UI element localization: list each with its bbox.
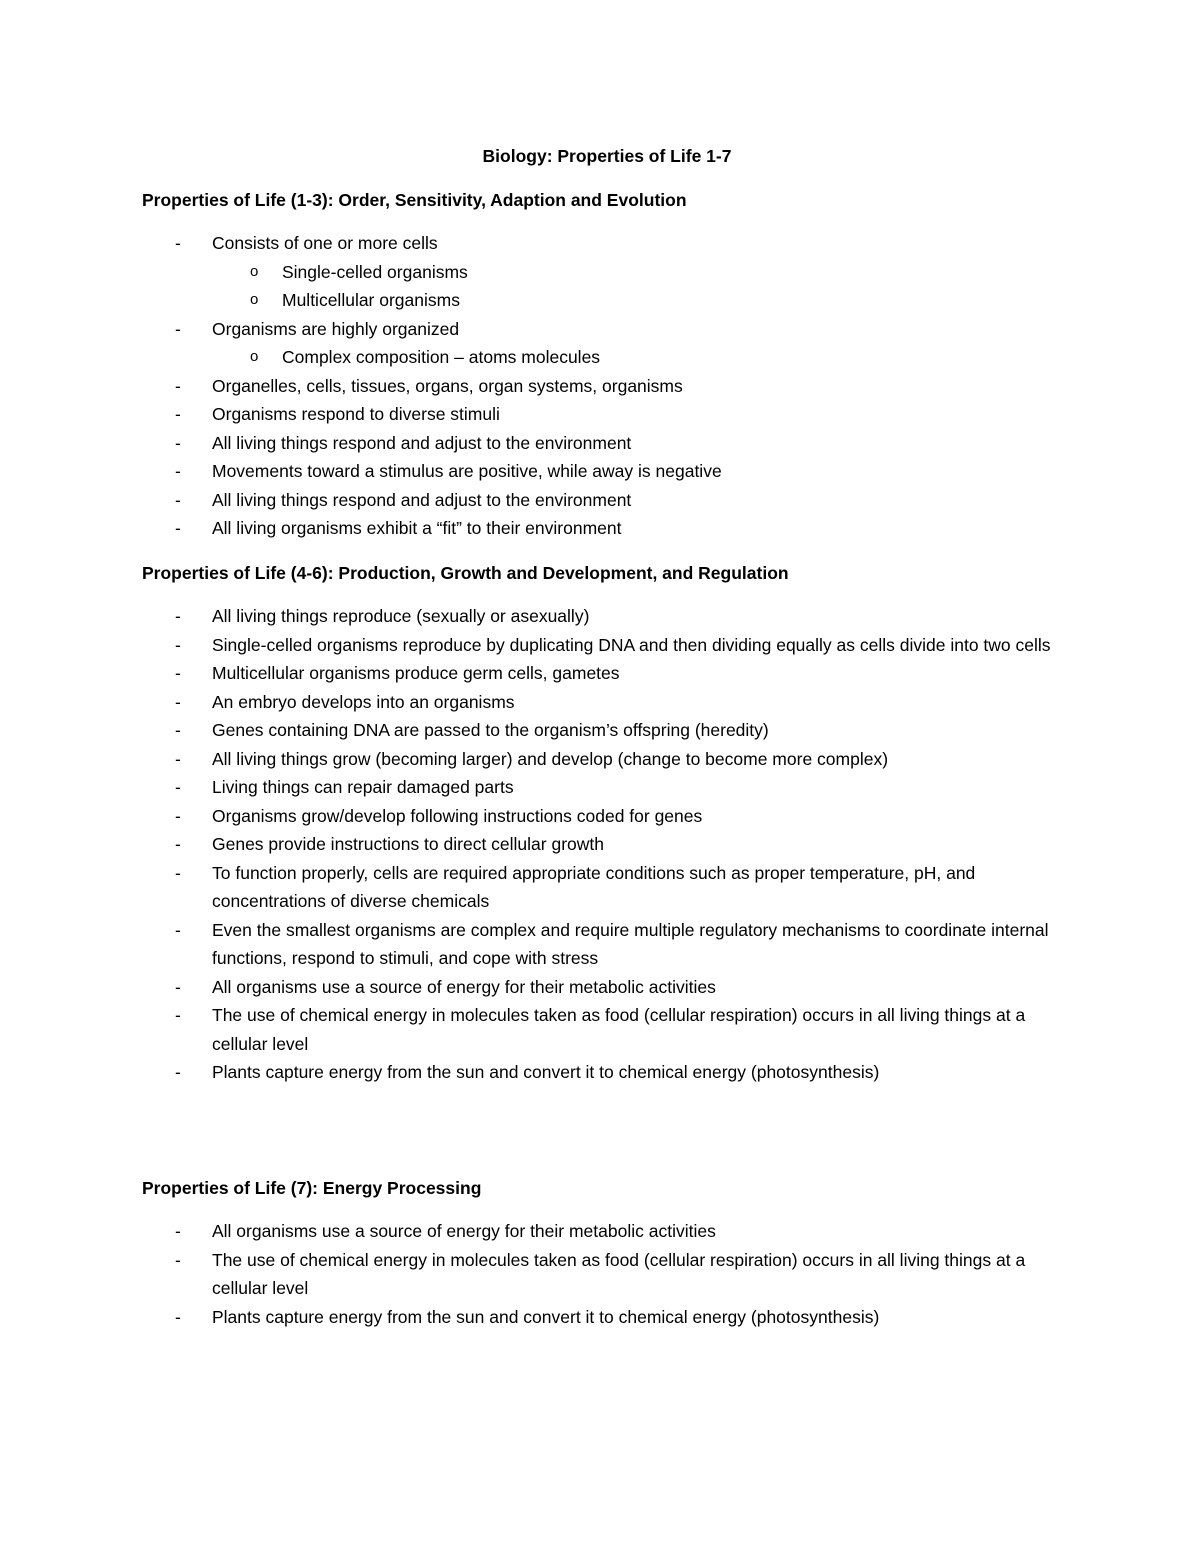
- list-item: [142, 973, 1052, 1002]
- list-item: [142, 315, 1052, 372]
- list-item: [142, 1058, 1052, 1087]
- sub-bullet-list: [212, 258, 1052, 315]
- list-item: [142, 716, 1052, 745]
- list-item: [142, 457, 1052, 486]
- list-item-text: The use of chemical energy in molecules taken as food (cellular respiration) occurs in all living things at a cellular level: [212, 1005, 1026, 1054]
- dash-bullet-icon: -: [175, 663, 181, 683]
- list-item-text: Plants capture energy from the sun and convert it to chemical energy (photosynthesis): [212, 1062, 880, 1082]
- dash-bullet-icon: -: [175, 720, 181, 740]
- list-item-text: To function properly, cells are required appropriate conditions such as proper temperature, pH, and concentrations of diverse chemicals: [212, 862, 976, 911]
- dash-bullet-icon: -: [175, 1249, 181, 1270]
- bullet-list: [142, 602, 1052, 1087]
- dash-bullet-icon: -: [175, 805, 181, 826]
- dash-bullet-icon: -: [175, 691, 181, 712]
- dash-bullet-icon: -: [175, 862, 181, 883]
- dash-bullet-icon: -: [175, 375, 181, 396]
- dash-bullet-icon: -: [175, 404, 181, 424]
- list-item-text: All living things grow (becoming larger) and develop (change to become more complex): [212, 748, 889, 769]
- sub-list-item: [212, 258, 1052, 287]
- page-title: Biology: Properties of Life 1-7: [482, 146, 732, 166]
- list-item: [142, 514, 1052, 543]
- list-item-text: Organisms respond to diverse stimuli: [212, 404, 500, 424]
- list-item: [142, 372, 1052, 401]
- list-item: [142, 400, 1052, 429]
- list-item-text: All living things respond and adjust to the environment: [212, 489, 632, 510]
- dash-bullet-icon: -: [175, 919, 181, 940]
- list-item-text: An embryo develops into an organisms: [212, 691, 515, 712]
- dash-bullet-icon: -: [175, 489, 181, 510]
- list-item: [142, 429, 1052, 458]
- list-item-text: Genes provide instructions to direct cellular growth: [212, 834, 604, 854]
- dash-bullet-icon: -: [175, 461, 181, 481]
- list-item: [142, 830, 1052, 859]
- dash-bullet-icon: -: [175, 834, 181, 854]
- list-item: [142, 602, 1052, 631]
- list-item: [142, 1246, 1052, 1303]
- list-item: [142, 486, 1052, 515]
- list-item-text: Genes containing DNA are passed to the organism’s offspring (heredity): [212, 720, 769, 740]
- circle-bullet-icon: o: [250, 348, 259, 365]
- list-item-text: Movements toward a stimulus are positive, while away is negative: [212, 461, 722, 481]
- sub-bullet-list: [212, 343, 1052, 372]
- dash-bullet-icon: -: [175, 1306, 181, 1327]
- list-item-text: Single-celled organisms reproduce by duplicating DNA and then dividing equally as cells divide into two cells: [212, 634, 1051, 655]
- list-item-text: Organisms grow/develop following instructions coded for genes: [212, 805, 703, 826]
- dash-bullet-icon: -: [175, 976, 181, 997]
- dash-bullet-icon: -: [175, 518, 181, 538]
- section-properties-4-6: [142, 560, 1052, 1087]
- list-item-text: All organisms use a source of energy for their metabolic activities: [212, 976, 716, 997]
- list-item-text: Multicellular organisms produce germ cells, gametes: [212, 663, 620, 683]
- list-item: [142, 631, 1052, 660]
- section-heading: Properties of Life (4-6): Production, Growth and Development, and Regulation: [142, 563, 789, 583]
- sub-list-item: [212, 343, 1052, 372]
- list-item-text: Organisms are highly organized: [212, 318, 460, 339]
- dash-bullet-icon: -: [175, 606, 181, 626]
- section-heading: Properties of Life (1-3): Order, Sensitivity, Adaption and Evolution: [142, 190, 687, 210]
- dash-bullet-icon: -: [175, 777, 181, 797]
- dash-bullet-icon: -: [175, 748, 181, 769]
- list-item-text: Living things can repair damaged parts: [212, 777, 514, 797]
- list-item: [142, 802, 1052, 831]
- list-item-text: All living things respond and adjust to the environment: [212, 432, 632, 453]
- list-item: [142, 1303, 1052, 1332]
- list-item: [142, 745, 1052, 774]
- list-item: [142, 229, 1052, 315]
- sub-list-item-text: Single-celled organisms: [282, 261, 468, 282]
- list-item-text: All living things reproduce (sexually or asexually): [212, 606, 590, 626]
- bullet-list: [142, 229, 1052, 543]
- list-item: [142, 688, 1052, 717]
- list-item-text: All living organisms exhibit a “fit” to their environment: [212, 518, 622, 538]
- bullet-list: [142, 1217, 1052, 1331]
- list-item-text: Even the smallest organisms are complex and require multiple regulatory mechanisms to coordinate internal functions, respond to stimuli, and cope with stress: [212, 919, 1049, 968]
- circle-bullet-icon: o: [250, 291, 259, 308]
- sub-list-item: [212, 286, 1052, 315]
- section-properties-1-3: [142, 187, 1052, 543]
- dash-bullet-icon: -: [175, 1005, 181, 1025]
- list-item: [142, 1001, 1052, 1058]
- dash-bullet-icon: -: [175, 432, 181, 453]
- list-item: [142, 773, 1052, 802]
- list-item-text: All organisms use a source of energy for their metabolic activities: [212, 1221, 716, 1241]
- section-heading: Properties of Life (7): Energy Processing: [142, 1178, 482, 1198]
- dash-bullet-icon: -: [175, 1221, 181, 1241]
- dash-bullet-icon: -: [175, 233, 181, 253]
- list-item-text: Organelles, cells, tissues, organs, organ systems, organisms: [212, 375, 683, 396]
- sub-list-item-text: Complex composition – atoms molecules: [282, 347, 601, 367]
- section-properties-7: [142, 1175, 1052, 1331]
- list-item-text: Consists of one or more cells: [212, 233, 438, 253]
- sub-list-item-text: Multicellular organisms: [282, 290, 460, 310]
- dash-bullet-icon: -: [175, 634, 181, 655]
- dash-bullet-icon: -: [175, 318, 181, 339]
- list-item-text: Plants capture energy from the sun and convert it to chemical energy (photosynthesis): [212, 1306, 880, 1327]
- list-item: [142, 1217, 1052, 1246]
- list-item: [142, 659, 1052, 688]
- list-item-text: The use of chemical energy in molecules taken as food (cellular respiration) occurs in all living things at a cellular level: [212, 1249, 1026, 1298]
- circle-bullet-icon: o: [250, 262, 259, 280]
- list-item: [142, 916, 1052, 973]
- list-item: [142, 859, 1052, 916]
- dash-bullet-icon: -: [175, 1062, 181, 1082]
